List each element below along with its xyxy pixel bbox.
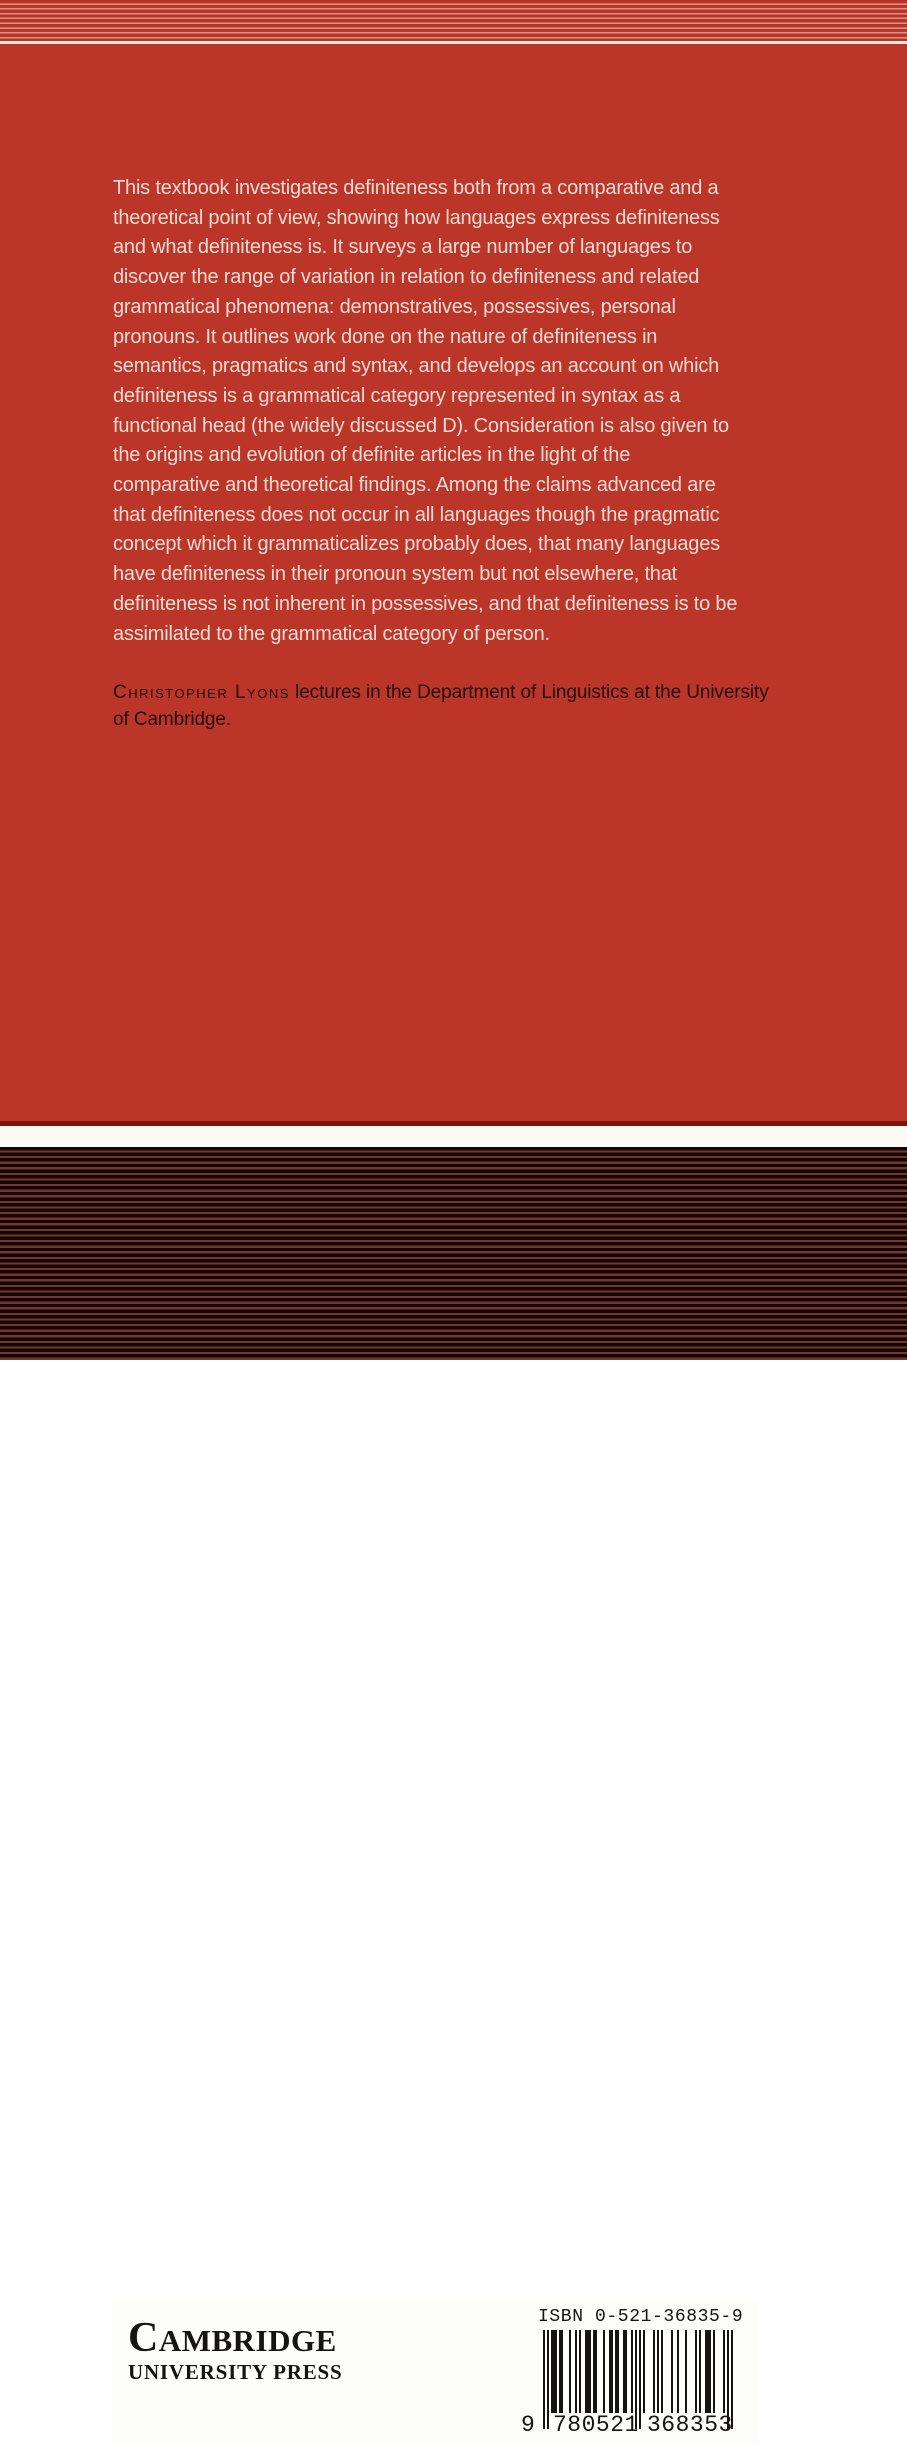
synopsis-text bbox=[113, 174, 793, 649]
white-separator-strip bbox=[0, 1126, 907, 1147]
synopsis-line: grammatical phenomena: demonstratives, possessives, personal bbox=[113, 295, 676, 318]
synopsis-line: and what definiteness is. It surveys a large number of languages to bbox=[113, 236, 693, 259]
isbn-label: ISBN 0-521-36835-9 bbox=[538, 2307, 744, 2327]
synopsis-line: functional head (the widely discussed D). Consideration is also given to bbox=[113, 414, 729, 437]
author-note-text-line1: lectures in the Department of Linguistics at the University bbox=[289, 682, 769, 703]
synopsis-line: assimilated to the grammatical category of person. bbox=[113, 622, 550, 645]
synopsis-line: semantics, pragmatics and syntax, and develops an account on which bbox=[113, 355, 720, 378]
synopsis-line: comparative and theoretical findings. Among the claims advanced are bbox=[113, 474, 716, 497]
barcode-digits-left-group: 780521 bbox=[553, 2412, 639, 2438]
isbn-barcode-block bbox=[510, 2306, 755, 2444]
synopsis-line: discover the range of variation in relation to definiteness and related bbox=[113, 266, 700, 289]
synopsis-line: theoretical point of view, showing how languages express definiteness bbox=[113, 206, 720, 229]
synopsis-line: definiteness is a grammatical category represented in syntax as a bbox=[113, 384, 681, 407]
barcode-digit-prefix: 9 bbox=[521, 2412, 536, 2438]
synopsis-line: the origins and evolution of definite articles in the light of the bbox=[113, 444, 631, 467]
barcode-digits-right-group: 368353 bbox=[647, 2412, 733, 2438]
publisher-name: CAMBRIDGE bbox=[128, 2315, 337, 2361]
barcode-digits bbox=[510, 2411, 755, 2441]
synopsis-line: have definiteness in their pronoun system but not elsewhere, that bbox=[113, 563, 678, 586]
synopsis-line: pronouns. It outlines work done on the nature of definiteness in bbox=[113, 325, 658, 348]
synopsis-line: definiteness is not inherent in possessives, and that definiteness is to be bbox=[113, 592, 738, 615]
author-note bbox=[113, 679, 833, 733]
publisher-isbn-panel bbox=[112, 2300, 759, 2444]
publisher-subtitle: UNIVERSITY PRESS bbox=[128, 2360, 343, 2384]
synopsis-line: that definiteness does not occur in all languages though the pragmatic bbox=[113, 503, 720, 526]
bottom-striped-band bbox=[0, 1147, 907, 2438]
author-note-text-line2: of Cambridge. bbox=[113, 709, 232, 730]
synopsis-line: This textbook investigates definiteness both from a comparative and a bbox=[113, 177, 719, 199]
synopsis-line: concept which it grammaticalizes probably does, that many languages bbox=[113, 533, 720, 556]
cambridge-university-press-logo bbox=[128, 2315, 343, 2384]
top-scanline-stripes bbox=[0, 0, 907, 46]
author-name: Christopher Lyons bbox=[113, 682, 290, 703]
